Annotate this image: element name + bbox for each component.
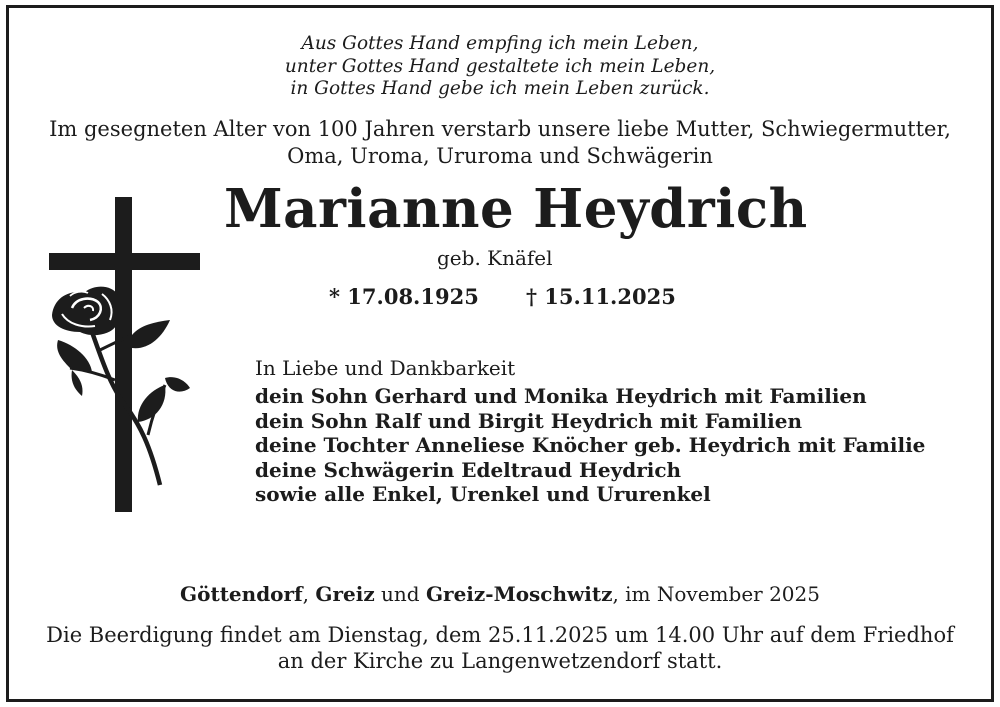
mourners-list [255, 384, 925, 507]
mourners-intro: In Liebe und Dankbarkeit [255, 356, 516, 380]
place-separator: , [302, 582, 316, 606]
funeral-line: Die Beerdigung findet am Dienstag, dem 25.11.2025 um 14.00 Uhr auf dem Friedhof [46, 623, 954, 647]
place-town: Göttendorf [180, 582, 303, 606]
mourner-line: dein Sohn Gerhard und Monika Heydrich mit Familien [255, 384, 867, 408]
birth-symbol: * [329, 284, 340, 309]
place-town: Greiz [315, 582, 375, 606]
poem-line: unter Gottes Hand gestaltete ich mein Leben, [284, 55, 716, 77]
death-date: 15.11.2025 [544, 284, 676, 309]
poem-line: in Gottes Hand gebe ich mein Leben zurück. [290, 78, 710, 99]
place-town: Greiz-Moschwitz [425, 582, 613, 606]
place-separator: und [374, 582, 426, 606]
intro-line: Oma, Uroma, Ururoma und Schwägerin [287, 144, 713, 168]
place-date: , im November 2025 [612, 582, 820, 606]
intro-line: Im gesegneten Alter von 100 Jahren verstarb unsere liebe Mutter, Schwiegermutter, [49, 117, 951, 141]
poem-line: Aus Gottes Hand empfing ich mein Leben, [301, 33, 699, 54]
place-line [0, 582, 1000, 606]
poem [0, 33, 1000, 101]
death-date-group [526, 284, 676, 309]
mourner-line: deine Tochter Anneliese Knöcher geb. Heydrich mit Familie [255, 433, 926, 457]
birth-date: 17.08.1925 [347, 284, 479, 309]
deceased-name: Marianne Heydrich [224, 178, 808, 240]
birth-name: geb. Knäfel [437, 246, 553, 270]
funeral-line: an der Kirche zu Langenwetzendorf statt. [277, 649, 723, 673]
funeral-notice [0, 622, 1000, 674]
intro-text [0, 116, 1000, 170]
mourner-line: dein Sohn Ralf und Birgit Heydrich mit Familien [255, 408, 802, 433]
mourner-line: deine Schwägerin Edeltraud Heydrich [255, 457, 682, 482]
mourner-line: sowie alle Enkel, Urenkel und Ururenkel [255, 482, 711, 506]
birth-date-group [329, 284, 479, 309]
death-symbol: † [526, 284, 537, 309]
cross-icon [40, 190, 210, 520]
